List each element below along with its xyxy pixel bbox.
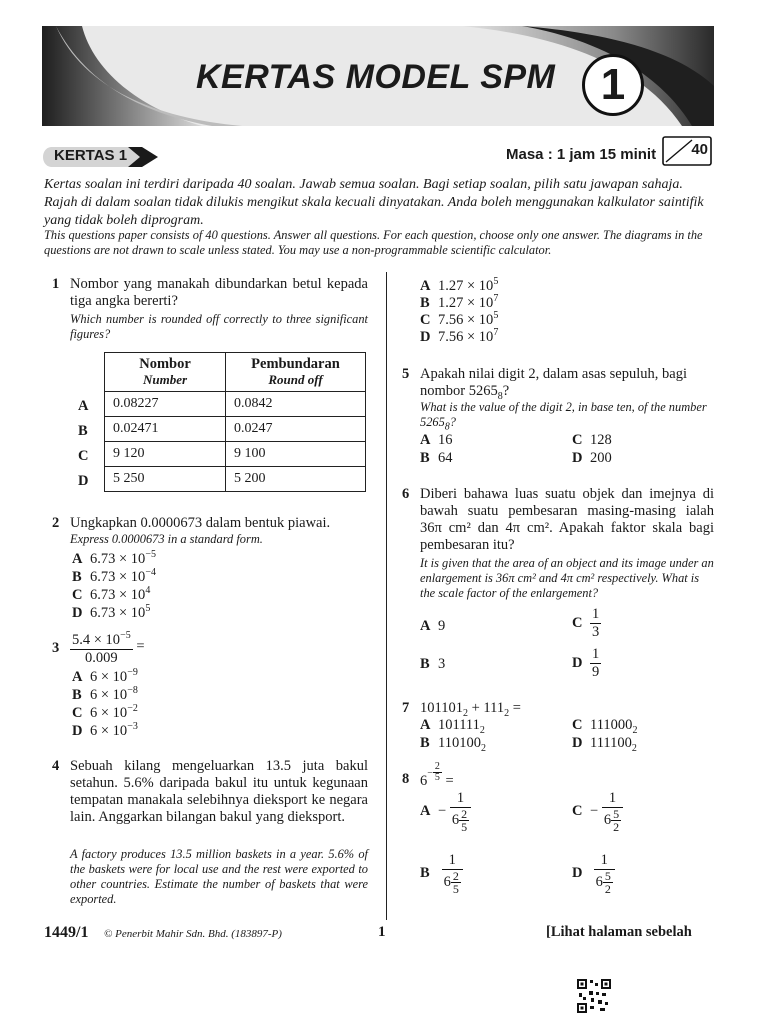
q1-text-english: Which number is rounded off correctly to three significant figures?: [70, 312, 368, 341]
option-label[interactable]: A: [78, 398, 89, 414]
option-c[interactable]: C $6.73 \times 10^4$: [72, 585, 151, 603]
option-label[interactable]: C: [78, 448, 89, 464]
option-c[interactable]: C $\frac{1}{3}$: [572, 606, 600, 640]
q5-text-english: What is the value of the digit 2, in base ten, of the number $5265_8$?: [420, 400, 707, 433]
question-number: 5: [402, 366, 410, 382]
instructions-malay: Kertas soalan ini terdiri daripada 40 soalan. Jawab semua soalan. Bagi setiap soalan, pilih satu jawapan sahaja. Rajah di dalam soalan tidak dilukis mengikut skala kecuali dinyatakan. Anda boleh menggunakan kalkulator saintifik yang tidak boleh diprogram.: [44, 177, 704, 228]
page-number: 1: [378, 924, 386, 940]
table-row: 0.02471 0.0247: [105, 417, 366, 442]
table-row: 0.08227 0.0842: [105, 392, 366, 417]
option-d[interactable]: D 200: [572, 450, 612, 466]
q2-text-malay: Ungkapkan 0.0000673 dalam bentuk piawai.: [70, 515, 331, 531]
q1-table: [104, 352, 366, 492]
option-c[interactable]: C $111000_2$: [572, 717, 638, 736]
paper-label-tag: [42, 146, 158, 168]
q1-text-malay: Nombor yang manakah dibundarkan betul kepada tiga angka bererti?: [70, 276, 368, 309]
paper-code: 1449/1: [44, 924, 89, 941]
page-title: KERTAS MODEL SPM: [196, 58, 556, 96]
q4-text-english: A factory produces 13.5 million baskets in a year. 5.6% of the baskets were for local use and the rest were exported to other countries. Estimate the number of baskets that were exported.: [70, 847, 368, 906]
option-b[interactable]: B 3: [420, 656, 446, 672]
option-d[interactable]: D $111100_2$: [572, 735, 637, 754]
paper-label: KERTAS 1: [54, 147, 128, 164]
option-a[interactable]: A 9: [420, 618, 446, 634]
total-marks: 40: [691, 141, 708, 158]
q3-expression: $\frac{5.4 \times 10^{-5}}{0.009}$ =: [70, 627, 145, 667]
column-divider: [386, 272, 387, 920]
marks-box: [662, 136, 712, 166]
option-label[interactable]: D: [78, 473, 89, 489]
paper-number-badge: 1: [582, 54, 644, 116]
option-c[interactable]: C $7.56 \times 10^5$: [420, 310, 499, 328]
option-c[interactable]: C − 1 6 $\frac{5}{2}$: [572, 790, 623, 833]
qr-code: [576, 978, 612, 1014]
question-number: 3: [52, 640, 60, 656]
table-header: Pembundaran Round off: [226, 353, 366, 392]
next-page-note: [Lihat halaman sebelah: [546, 924, 692, 940]
option-c[interactable]: C $6 \times 10^{-2}$: [72, 703, 138, 721]
q2-text-english: Express 0.0000673 in a standard form.: [70, 532, 263, 546]
option-b[interactable]: B 1 6 $\frac{2}{5}$: [420, 852, 463, 895]
option-b[interactable]: B $6 \times 10^{-8}$: [72, 685, 138, 703]
option-b[interactable]: B $6.73 \times 10^{-4}$: [72, 567, 156, 585]
option-b[interactable]: B $1.27 \times 10^7$: [420, 293, 499, 311]
publisher-credit: © Penerbit Mahir Sdn. Bhd. (183897-P): [104, 928, 282, 940]
q6-text-english: It is given that the area of an object and its image under an enlargement is 36π cm² and 4π cm² respectively. What is the scale factor of the enlargement?: [420, 556, 714, 600]
option-label[interactable]: B: [78, 423, 88, 439]
q8-expression: 6− $\frac{2}{5}$ =: [420, 761, 454, 789]
question-number: 1: [52, 276, 60, 292]
option-d[interactable]: D $6.73 \times 10^5$: [72, 603, 151, 621]
option-d[interactable]: D $6 \times 10^{-3}$: [72, 721, 138, 739]
option-a[interactable]: A $101111_2$: [420, 717, 485, 736]
table-row: 5 250 5 200: [105, 467, 366, 492]
table-header: Nombor Number: [105, 353, 226, 392]
option-d[interactable]: D $\frac{1}{9}$: [572, 646, 600, 680]
option-b[interactable]: B 64: [420, 450, 453, 466]
option-c[interactable]: C 128: [572, 432, 612, 448]
option-a[interactable]: A $6.73 \times 10^{-5}$: [72, 549, 156, 567]
q5-text-malay: Apakah nilai digit 2, dalam asas sepuluh, bagi nombor $5265_8$?: [420, 366, 687, 402]
option-d[interactable]: D 1 6 $\frac{5}{2}$: [572, 852, 615, 895]
question-number: 4: [52, 758, 60, 774]
option-a[interactable]: A $1.27 \times 10^5$: [420, 276, 499, 294]
q7-expression: $101101_2 + 111_2$ =: [420, 700, 521, 719]
option-a[interactable]: A $6 \times 10^{-9}$: [72, 667, 138, 685]
option-a[interactable]: A − 1 6 $\frac{2}{5}$: [420, 790, 471, 833]
question-number: 6: [402, 486, 410, 502]
time-allowed: Masa : 1 jam 15 minit: [506, 146, 657, 163]
question-number: 8: [402, 771, 410, 787]
option-b[interactable]: B $110100_2$: [420, 735, 486, 754]
q6-text-malay: Diberi bahawa luas suatu objek dan imejnya di bawah suatu pembesaran masing-masing ialah 36π cm² dan 4π cm². Apakah faktor skala bagi pembesaran itu?: [420, 486, 714, 553]
q4-text-malay: Sebuah kilang mengeluarkan 13.5 juta bakul setahun. 5.6% daripada bakul itu untuk kegunaan tempatan manakala selebihnya dieksport ke negara lain. Anggarkan bilangan bakul yang dieksport.: [70, 758, 368, 825]
table-row: 9 120 9 100: [105, 442, 366, 467]
option-d[interactable]: D $7.56 \times 10^7$: [420, 327, 499, 345]
option-a[interactable]: A 16: [420, 432, 453, 448]
question-number: 2: [52, 515, 60, 531]
instructions-english: This questions paper consists of 40 questions. Answer all questions. For each question, choose only one answer. The diagrams in the questions are not drawn to scale unless stated. You may use a non-programmable scientific calculator.: [44, 228, 703, 257]
question-number: 7: [402, 700, 410, 716]
